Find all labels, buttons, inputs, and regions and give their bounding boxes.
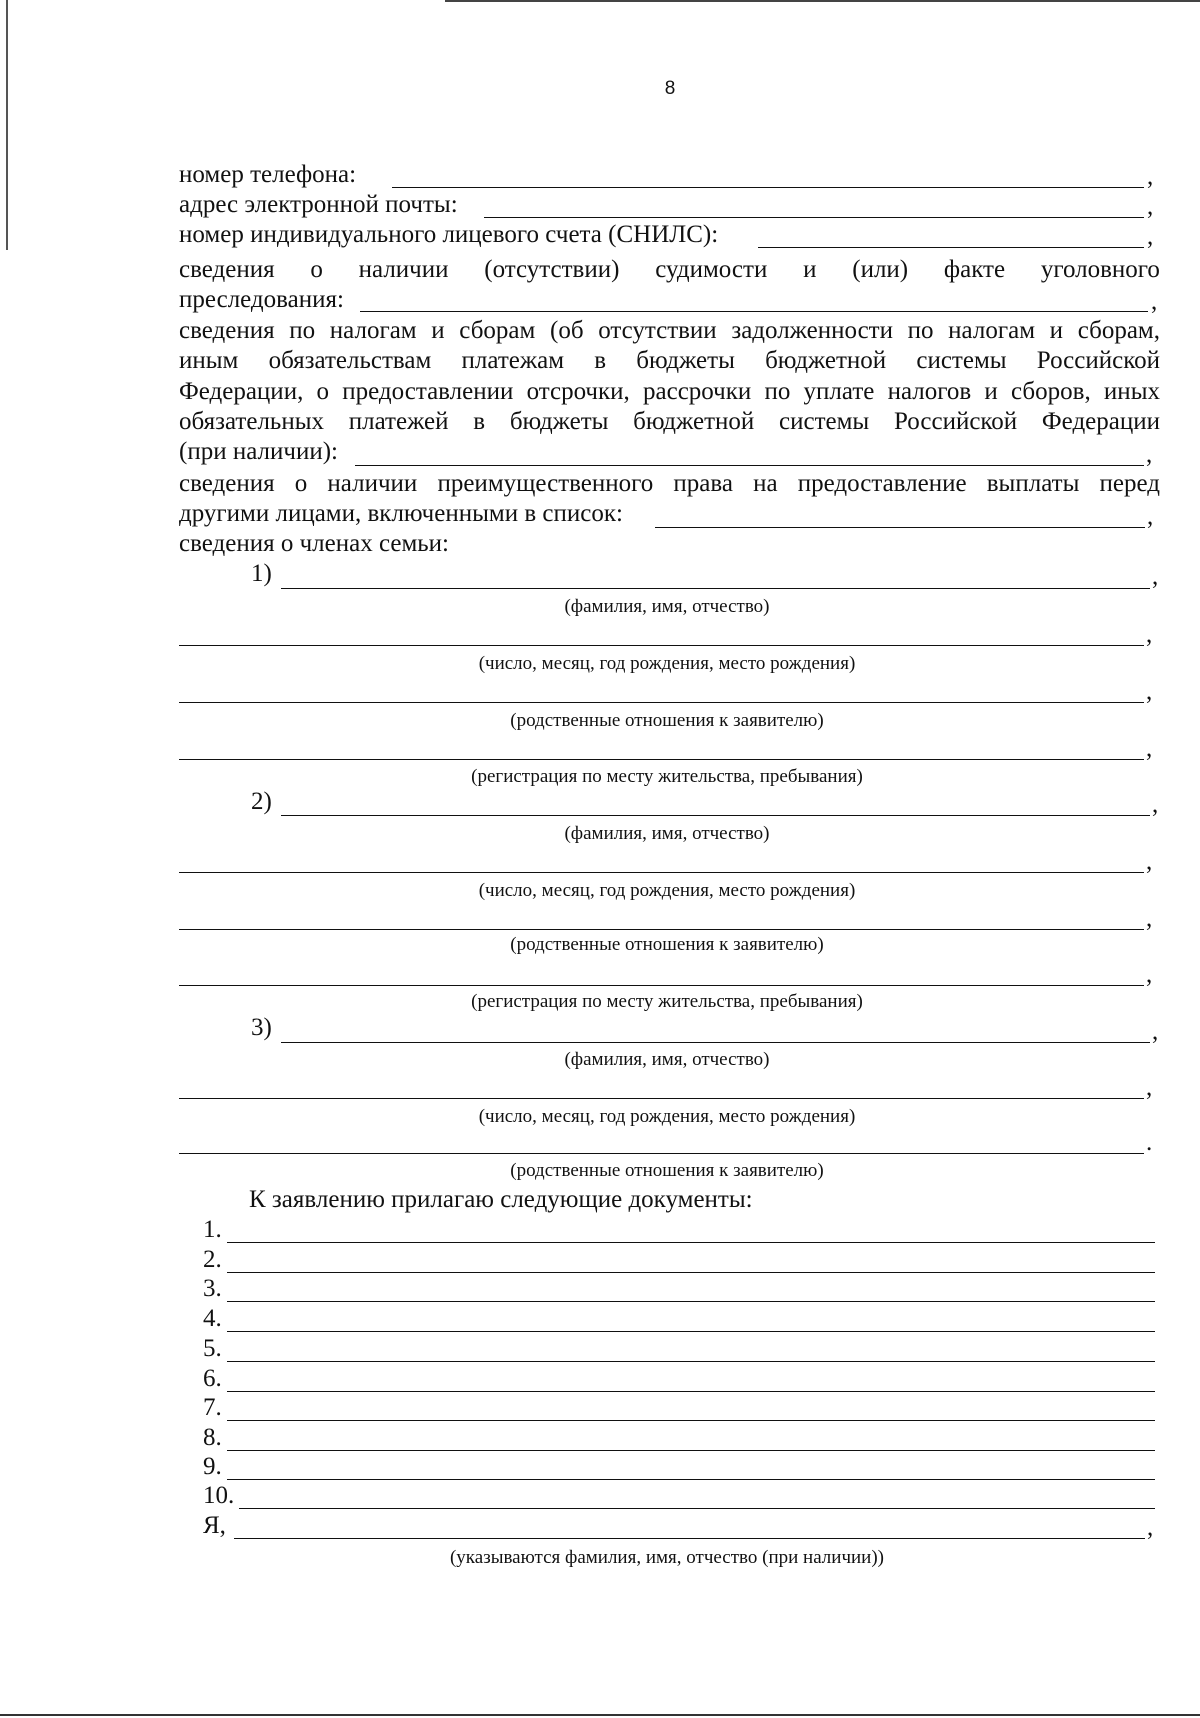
attachment-line[interactable] bbox=[239, 1508, 1155, 1509]
comma: , bbox=[1147, 223, 1154, 250]
family-member-relation-line[interactable] bbox=[179, 702, 1144, 703]
comma: , bbox=[1151, 288, 1158, 315]
attachment-number: 10. bbox=[203, 1482, 235, 1509]
caption-birth: (число, месяц, год рождения, место рождения) bbox=[478, 653, 856, 674]
family-member-birth-line[interactable] bbox=[179, 1098, 1144, 1099]
tax-info-line: иным обязательствам платежам в бюджеты бюджетной системы Российской bbox=[179, 347, 1160, 374]
attachment-number: 8. bbox=[203, 1424, 222, 1451]
email-input-line[interactable] bbox=[484, 217, 1144, 218]
snils-input-line[interactable] bbox=[758, 247, 1144, 248]
comma: , bbox=[1152, 791, 1159, 818]
family-member-name-line[interactable] bbox=[281, 815, 1150, 816]
criminal-record-line-1 bbox=[179, 255, 1160, 285]
word: наличии bbox=[358, 256, 449, 283]
family-member-number: 2) bbox=[251, 788, 272, 815]
caption-birth: (число, месяц, год рождения, место рождения) bbox=[478, 880, 856, 901]
family-member-name-line[interactable] bbox=[281, 1042, 1150, 1043]
attachment-line[interactable] bbox=[227, 1331, 1155, 1332]
priority-right-label: другими лицами, включенными в список: bbox=[179, 500, 623, 527]
caption-fio: (фамилия, имя, отчество) bbox=[564, 596, 770, 617]
family-member-number: 1) bbox=[251, 560, 272, 587]
attachment-number: 4. bbox=[203, 1305, 222, 1332]
caption-registration: (регистрация по месту жительства, пребывания) bbox=[471, 991, 863, 1012]
attachment-number: 2. bbox=[203, 1246, 222, 1273]
caption-applicant: (указываются фамилия, имя, отчество (при наличии)) bbox=[449, 1547, 884, 1568]
comma: , bbox=[1152, 1018, 1159, 1045]
comma: , bbox=[1146, 621, 1153, 648]
family-heading: сведения о членах семьи: bbox=[179, 530, 450, 557]
applicant-name-line[interactable] bbox=[234, 1538, 1145, 1539]
comma: , bbox=[1146, 848, 1153, 875]
tax-info-line: Федерации, о предоставлении отсрочки, рассрочки по уплате налогов и сборов, иных bbox=[179, 378, 1160, 405]
attachment-line[interactable] bbox=[227, 1242, 1155, 1243]
word: (отсутствии) bbox=[484, 256, 620, 283]
word: (или) bbox=[852, 256, 909, 283]
caption-relation: (родственные отношения к заявителю) bbox=[510, 710, 824, 731]
family-member-relation-line[interactable] bbox=[179, 929, 1144, 930]
comma: , bbox=[1152, 563, 1159, 590]
family-member-name-line[interactable] bbox=[281, 588, 1150, 589]
caption-relation: (родственные отношения к заявителю) bbox=[510, 1160, 824, 1181]
applicant-prefix: Я, bbox=[203, 1512, 226, 1539]
comma: , bbox=[1146, 735, 1153, 762]
attachment-number: 5. bbox=[203, 1335, 222, 1362]
attachments-heading: К заявлению прилагаю следующие документы: bbox=[249, 1186, 753, 1213]
comma: , bbox=[1147, 163, 1154, 190]
page-number: 8 bbox=[664, 78, 676, 99]
priority-right-input-line[interactable] bbox=[655, 527, 1145, 528]
word: уголовного bbox=[1040, 256, 1160, 283]
criminal-record-input-line[interactable] bbox=[360, 311, 1148, 312]
attachment-number: 3. bbox=[203, 1275, 222, 1302]
scan-edge-bottom bbox=[0, 1714, 1200, 1716]
attachment-number: 7. bbox=[203, 1394, 222, 1421]
criminal-record-label: преследования: bbox=[179, 286, 344, 313]
word: сведения bbox=[179, 256, 275, 283]
family-member-birth-line[interactable] bbox=[179, 645, 1144, 646]
tax-info-label: (при наличии): bbox=[179, 438, 338, 465]
attachment-number: 6. bbox=[203, 1365, 222, 1392]
attachment-line[interactable] bbox=[227, 1301, 1155, 1302]
phone-label: номер телефона: bbox=[179, 161, 357, 188]
attachment-line[interactable] bbox=[227, 1391, 1155, 1392]
word: о bbox=[310, 256, 323, 283]
caption-registration: (регистрация по месту жительства, пребывания) bbox=[471, 766, 863, 787]
caption-fio: (фамилия, имя, отчество) bbox=[564, 1049, 770, 1070]
tax-info-line: обязательных платежей в бюджеты бюджетной системы Российской Федерации bbox=[179, 408, 1160, 435]
comma: , bbox=[1147, 503, 1154, 530]
email-label: адрес электронной почты: bbox=[179, 191, 458, 218]
comma: , bbox=[1146, 1074, 1153, 1101]
caption-birth: (число, месяц, год рождения, место рождения) bbox=[478, 1106, 856, 1127]
comma: , bbox=[1146, 441, 1153, 468]
priority-right-line: сведения о наличии преимущественного права на предоставление выплаты перед bbox=[179, 470, 1160, 497]
attachment-line[interactable] bbox=[227, 1420, 1155, 1421]
tax-info-line: сведения по налогам и сборам (об отсутствии задолженности по налогам и сборам, bbox=[179, 317, 1160, 344]
period: . bbox=[1146, 1129, 1153, 1156]
phone-input-line[interactable] bbox=[392, 187, 1144, 188]
comma: , bbox=[1146, 905, 1153, 932]
word: факте bbox=[943, 256, 1006, 283]
scan-edge-top bbox=[445, 0, 1200, 2]
family-member-number: 3) bbox=[251, 1014, 272, 1041]
family-member-registration-line[interactable] bbox=[179, 759, 1144, 760]
tax-info-input-line[interactable] bbox=[355, 465, 1144, 466]
caption-relation: (родственные отношения к заявителю) bbox=[510, 934, 824, 955]
attachment-number: 9. bbox=[203, 1453, 222, 1480]
caption-fio: (фамилия, имя, отчество) bbox=[564, 823, 770, 844]
comma: , bbox=[1147, 193, 1154, 220]
comma: , bbox=[1146, 678, 1153, 705]
attachment-line[interactable] bbox=[227, 1361, 1155, 1362]
family-member-registration-line[interactable] bbox=[179, 985, 1144, 986]
word: и bbox=[803, 256, 817, 283]
attachment-line[interactable] bbox=[227, 1479, 1155, 1480]
attachment-number: 1. bbox=[203, 1216, 222, 1243]
scan-edge-left bbox=[6, 0, 8, 250]
word: судимости bbox=[655, 256, 768, 283]
comma: , bbox=[1147, 1514, 1154, 1541]
snils-label: номер индивидуального лицевого счета (СНИЛС): bbox=[179, 221, 719, 248]
comma: , bbox=[1146, 961, 1153, 988]
family-member-birth-line[interactable] bbox=[179, 872, 1144, 873]
attachment-line[interactable] bbox=[227, 1272, 1155, 1273]
family-member-relation-line[interactable] bbox=[179, 1153, 1144, 1154]
attachment-line[interactable] bbox=[227, 1450, 1155, 1451]
